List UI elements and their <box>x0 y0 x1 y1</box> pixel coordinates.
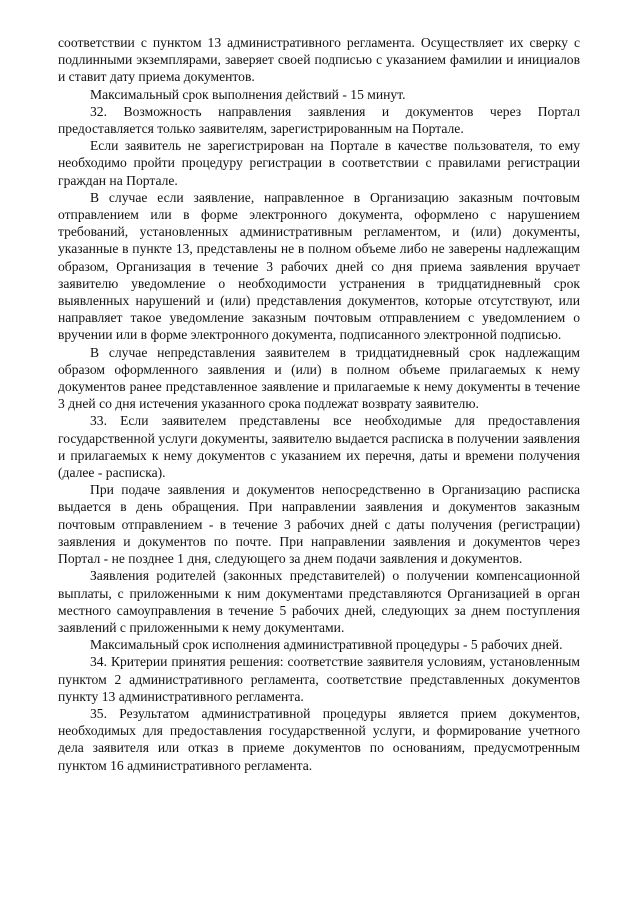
paragraph-34: 34. Критерии принятия решения: соответствие заявителя условиям, установленным пунктом 2 административного регламента, соответствие представленных документов пункту 13 административного регламента. <box>58 654 580 704</box>
paragraph-receipt-timing: При подаче заявления и документов непосредственно в Организацию расписка выдается в день обращения. При направлении заявления и документов заказным почтовым отправлением - в течение 3 рабочих дней с даты получения (регистрации) заявления и документов по почте. При направлении заявления и документов через Портал - не позднее 1 дня, следующего за днем подачи заявления и документов. <box>58 482 580 567</box>
document-page <box>58 34 580 774</box>
paragraph-33: 33. Если заявителем представлены все необходимые для предоставления государственной услуги документы, заявителю выдается расписка в получении заявления и прилагаемых к нему документов с указанием их перечня, даты и времени получения (далее - расписка). <box>58 413 580 481</box>
paragraph-return-documents: В случае непредставления заявителем в тридцатидневный срок надлежащим образом оформленного заявления и (или) в полном объеме прилагаемых к нему документов ранее представленное заявление и прилагаемые к нему документы в течение 3 дней со дня истечения указанного срока подлежат возврату заявителю. <box>58 344 580 412</box>
paragraph-portal-registration: Если заявитель не зарегистрирован на Портале в качестве пользователя, то ему необходимо пройти процедуру регистрации в соответствии с правилами регистрации граждан на Портале. <box>58 138 580 188</box>
paragraph-max-time-procedure: Максимальный срок исполнения административной процедуры - 5 рабочих дней. <box>90 637 563 653</box>
paragraph-violation-notice: В случае если заявление, направленное в Организацию заказным почтовым отправлением или в форме электронного документа, оформлено с нарушением требований, установленных административным регламентом, и (или) документы, указанные в пункте 13, представлены не в полном объеме либо не заверены надлежащим образом, Организация в течение 3 рабочих дней со дня приема заявления вручает заявителю уведомление о необходимости устранения в тридцатидневный срок выявленных нарушений и (или) представления документов, которые отсутствуют, или направляет такое уведомление заказным почтовым отправлением с уведомлением о вручении или в форме электронного документа, подписанного электронной подписью. <box>58 189 580 343</box>
paragraph-parent-applications: Заявления родителей (законных представителей) о получении компенсационной выплаты, с приложенными к ним документами представляются Организацией в орган местного самоуправления в течение 5 рабочих дней, следующих за днем поступления заявлений с приложенными к нему документами. <box>58 568 580 635</box>
paragraph-continuation: соответствии с пунктом 13 административного регламента. Осуществляет их сверку с подлинными экземплярами, заверяет своей подписью с указанием фамилии и инициалов и ставит дату приема документов. <box>58 35 580 85</box>
paragraph-max-time-actions: Максимальный срок выполнения действий - 15 минут. <box>90 86 406 102</box>
paragraph-35: 35. Результатом административной процедуры является прием документов, необходимых для предоставления государственной услуги, и формирование учетного дела заявителя или отказ в приеме документов по основаниям, предусмотренным пунктом 16 административного регламента. <box>58 705 580 773</box>
paragraph-32: 32. Возможность направления заявления и документов через Портал предоставляется только заявителям, зарегистрированным на Портале. <box>58 103 580 137</box>
